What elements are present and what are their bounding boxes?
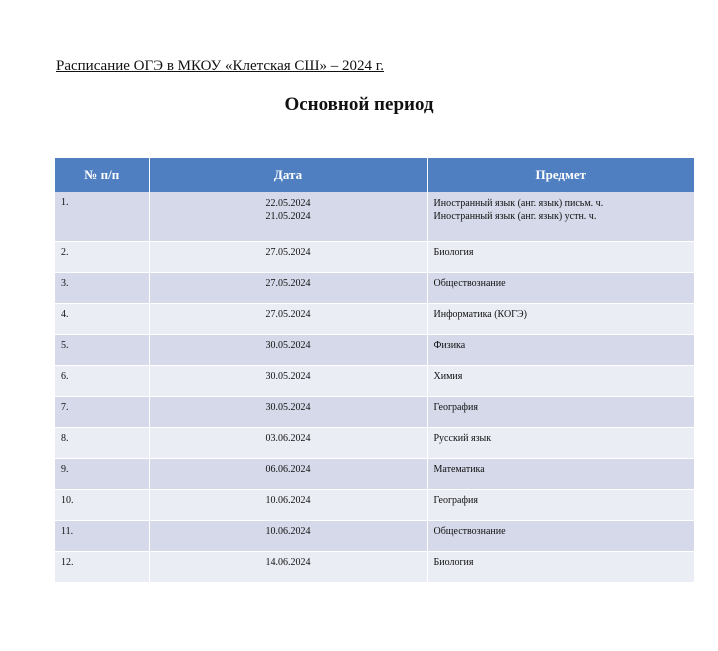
table-header-row <box>55 158 694 192</box>
row-number: 6. <box>55 365 149 396</box>
row-subject: Биология <box>427 551 694 582</box>
row-date: 30.05.2024 <box>149 334 427 365</box>
header-number: № п/п <box>55 158 149 192</box>
row-date: 03.06.2024 <box>149 427 427 458</box>
row-date: 27.05.2024 <box>149 272 427 303</box>
row-date: 30.05.2024 <box>149 396 427 427</box>
row-date: 06.06.2024 <box>149 458 427 489</box>
row-number: 12. <box>55 551 149 582</box>
row-number: 11. <box>55 520 149 551</box>
table-row <box>55 192 694 241</box>
header-subject: Предмет <box>427 158 694 192</box>
row-date-line: 22.05.2024 <box>265 198 311 209</box>
row-date: 14.06.2024 <box>149 551 427 582</box>
table-row <box>55 520 694 551</box>
table-row <box>55 272 694 303</box>
row-subject: Физика <box>427 334 694 365</box>
header-date: Дата <box>149 158 427 192</box>
row-subject: Обществознание <box>427 520 694 551</box>
row-date <box>149 192 427 241</box>
row-date: 10.06.2024 <box>149 520 427 551</box>
table-row <box>55 334 694 365</box>
row-subject: Биология <box>427 241 694 272</box>
table-row <box>55 489 694 520</box>
row-subject: Химия <box>427 365 694 396</box>
table-row <box>55 427 694 458</box>
row-subject: Русский язык <box>427 427 694 458</box>
row-date: 30.05.2024 <box>149 365 427 396</box>
table-row <box>55 396 694 427</box>
row-date: 27.05.2024 <box>149 241 427 272</box>
row-subject-line: Иностранный язык (анг. язык) письм. ч. <box>433 198 604 209</box>
row-date-line: 21.05.2024 <box>265 211 311 222</box>
row-subject <box>427 192 694 241</box>
row-date: 10.06.2024 <box>149 489 427 520</box>
row-subject: Информатика (КОГЭ) <box>427 303 694 334</box>
row-number: 10. <box>55 489 149 520</box>
table-row <box>55 241 694 272</box>
row-number: 7. <box>55 396 149 427</box>
row-number: 9. <box>55 458 149 489</box>
table-row <box>55 458 694 489</box>
exam-schedule-table <box>55 158 694 583</box>
row-date: 27.05.2024 <box>149 303 427 334</box>
row-number: 5. <box>55 334 149 365</box>
table-row <box>55 365 694 396</box>
row-number: 4. <box>55 303 149 334</box>
table-row <box>55 551 694 582</box>
row-number: 8. <box>55 427 149 458</box>
row-subject: География <box>427 489 694 520</box>
row-subject: Математика <box>427 458 694 489</box>
document-title: Расписание ОГЭ в МКОУ «Клетская СШ» – 2024 г. <box>56 58 385 74</box>
row-subject-line: Иностранный язык (анг. язык) устн. ч. <box>433 211 597 222</box>
period-heading: Основной период <box>284 94 434 115</box>
row-number: 3. <box>55 272 149 303</box>
table-row <box>55 303 694 334</box>
row-subject: Обществознание <box>427 272 694 303</box>
row-number: 1. <box>55 192 149 241</box>
row-subject: География <box>427 396 694 427</box>
row-number: 2. <box>55 241 149 272</box>
